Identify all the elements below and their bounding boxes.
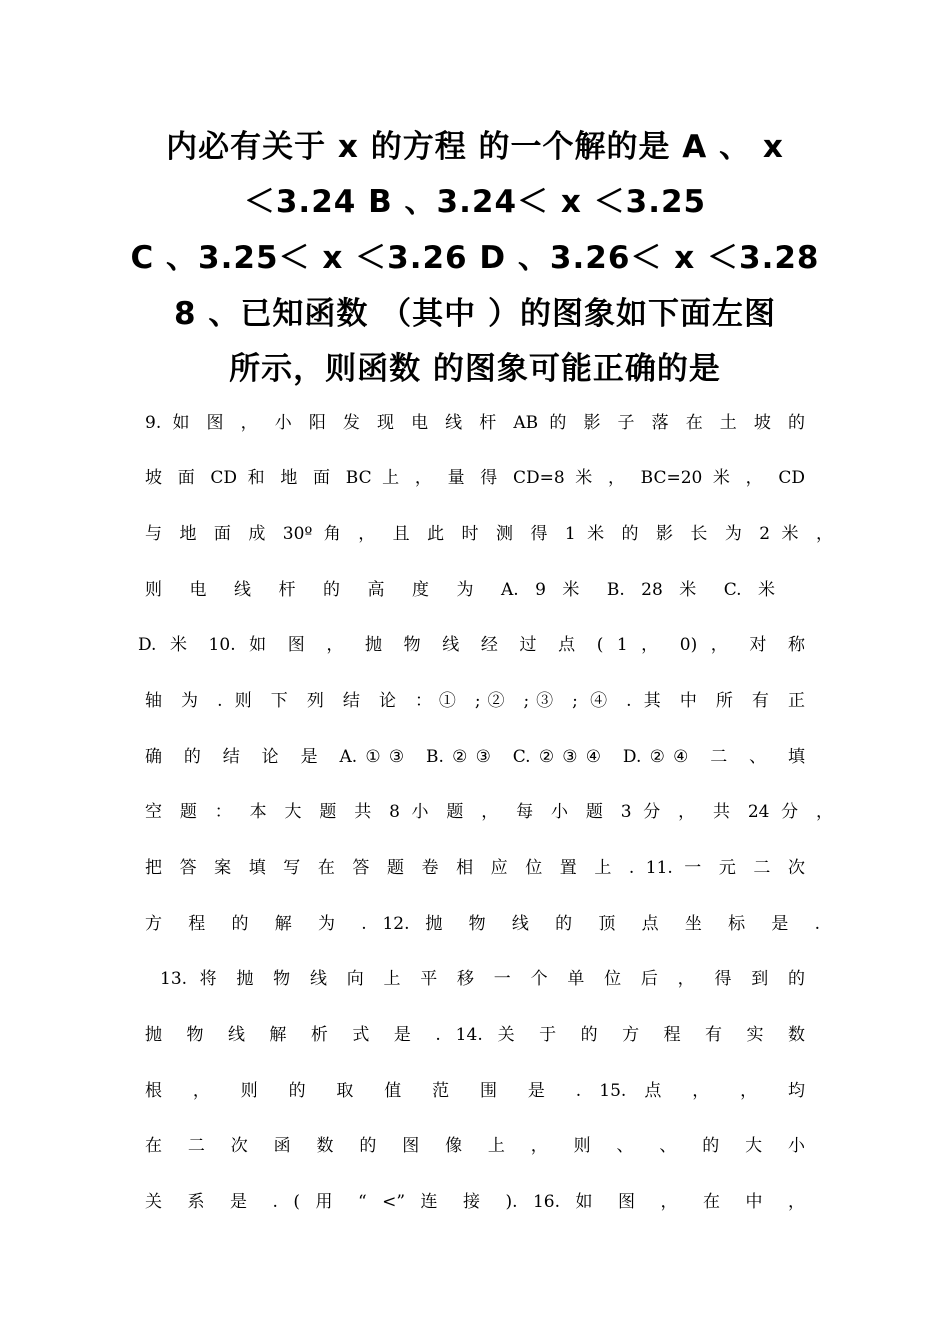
body-line-9: 把 答 案 填 写 在 答 题 卷 相 应 位 置 上 . 11. 一 元 二 次 (145, 858, 805, 878)
heading-line-2: ＜3.24 B 、3.24＜ x ＜3.25 (243, 184, 707, 220)
body-line-2: 坡 面 CD 和 地 面 BC 上 ， 量 得 CD=8 米 ， BC=20 米 ， CD (145, 468, 805, 488)
body-line-15: 关 系 是 . ( 用 “ <” 连 接 ). 16. 如 图 ， 在 中 ， (145, 1192, 805, 1212)
heading-line-5: 所示，则函数 的图象可能正确的是 (229, 351, 721, 387)
body-line-8: 空 题 ： 本 大 题 共 8 小 题 ， 每 小 题 3 分 ， 共 24 分 ， (145, 802, 833, 822)
heading-line-1: 内必有关于 x 的方程 的一个解的是 A 、 x (166, 129, 784, 165)
body-line-5: D. 米 10. 如 图 ， 抛 物 线 经 过 点 ( 1 ， 0) ， 对 称 (138, 635, 805, 655)
body-line-6: 轴 为 . 则 下 列 结 论 ：① ;② ;③ ; ④ . 其 中 所 有 正 (145, 691, 805, 711)
body-line-1: 9. 如 图 ， 小 阳 发 现 电 线 杆 AB 的 影 子 落 在 土 坡 的 (145, 413, 805, 433)
body-line-13: 根 ， 则 的 取 值 范 围 是 . 15. 点 ， ， 均 (145, 1081, 805, 1101)
body-line-11: 13. 将 抛 物 线 向 上 平 移 一 个 单 位 后 ， 得 到 的 (160, 969, 805, 989)
heading-line-3: C 、3.25＜ x ＜3.26 D 、3.26＜ x ＜3.28 (130, 240, 820, 276)
body-line-7: 确 的 结 论 是 A.①③ B.②③ C.②③④ D.②④ 二 、 填 (145, 747, 805, 767)
heading-line-4: 8 、已知函数 （其中 ）的图象如下面左图 (174, 296, 776, 332)
body-line-4: 则 电 线 杆 的 高 度 为 A. 9 米 B. 28 米 C. 米 (145, 580, 775, 600)
body-line-3: 与 地 面 成 30º 角 ， 且 此 时 测 得 1 米 的 影 长 为 2 米 ， (145, 524, 833, 544)
body-line-10: 方 程 的 解 为 . 12. 抛 物 线 的 顶 点 坐 标 是 . (145, 914, 820, 934)
body-line-12: 抛 物 线 解 析 式 是 . 14. 关 于 的 方 程 有 实 数 (145, 1025, 805, 1045)
body-line-14: 在 二 次 函 数 的 图 像 上 ， 则 、 、 的 大 小 (145, 1136, 805, 1156)
